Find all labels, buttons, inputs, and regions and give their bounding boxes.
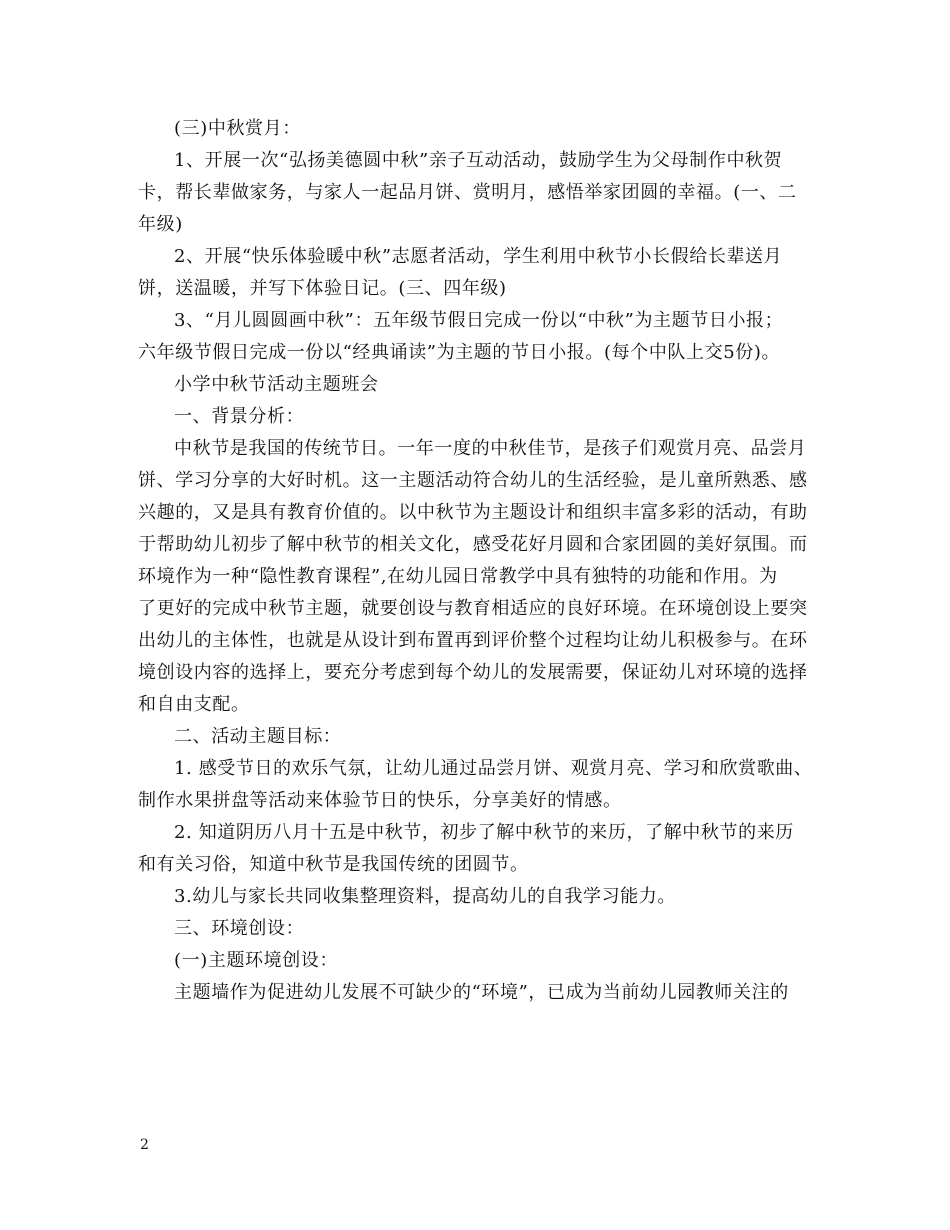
paragraph-line: 于帮助幼儿初步了解中秋节的相关文化，感受花好月圆和合家团圆的美好氛围。而 [138, 534, 808, 555]
paragraph-line: 和有关习俗，知道中秋节是我国传统的团圆节。 [138, 854, 529, 875]
paragraph-line: 2、开展“快乐体验暖中秋”志愿者活动，学生利用中秋节小长假给长辈送月 [174, 246, 783, 267]
page-number: 2 [140, 1137, 149, 1153]
document-body [138, 113, 814, 1009]
paragraph-line: 饼，送温暖，并写下体验日记。(三、四年级) [138, 278, 507, 299]
paragraph-line: 饼、学习分享的大好时机。这一主题活动符合幼儿的生活经验，是儿童所熟悉、感 [138, 470, 808, 491]
section-heading-environment: 三、环境创设： [174, 918, 305, 939]
paragraph-line: 出幼儿的主体性，也就是从设计到布置再到评价整个过程均让幼儿积极参与。在环 [138, 630, 808, 651]
paragraph-line: 3.幼儿与家长共同收集整理资料，提高幼儿的自我学习能力。 [174, 886, 676, 907]
section-heading-mid-autumn-moon: (三)中秋赏月： [174, 118, 301, 139]
paragraph-line: 了更好的完成中秋节主题，就要创设与教育相适应的良好环境。在环境创设上要突 [138, 598, 808, 619]
paragraph-line: 卡，帮长辈做家务，与家人一起品月饼、赏明月，感悟举家团圆的幸福。(一、二 [138, 182, 797, 203]
paragraph-line: 和自由支配。 [138, 694, 250, 715]
paragraph-line: 2. 知道阴历八月十五是中秋节，初步了解中秋节的来历，了解中秋节的来历 [174, 822, 794, 843]
paragraph-line: 3、“月儿圆圆画中秋”：五年级节假日完成一份以“中秋”为主题节日小报； [174, 310, 784, 331]
paragraph-line: 兴趣的，又是具有教育价值的。以中秋节为主题设计和组织丰富多彩的活动，有助 [138, 502, 808, 523]
paragraph-line: 年级) [138, 214, 183, 235]
paragraph-line: 主题墙作为促进幼儿发展不可缺少的“环境”，已成为当前幼儿园教师关注的 [174, 982, 789, 1003]
paragraph-line: 境创设内容的选择上，要充分考虑到每个幼儿的发展需要，保证幼儿对环境的选择 [138, 662, 808, 683]
paragraph-line: 制作水果拼盘等活动来体验节日的快乐，分享美好的情感。 [138, 790, 622, 811]
paragraph-line: 六年级节假日完成一份以“经典诵读”为主题的节日小报。(每个中队上交5份)。 [138, 342, 781, 363]
section-heading-goals: 二、活动主题目标： [174, 726, 342, 747]
paragraph-line: 环境作为一种“隐性教育课程”,在幼儿园日常教学中具有独特的功能和作用。为 [138, 566, 778, 587]
section-heading-background: 一、背景分析： [174, 406, 305, 427]
document-subtitle: 小学中秋节活动主题班会 [174, 374, 379, 395]
paragraph-line: 1. 感受节日的欢乐气氛，让幼儿通过品尝月饼、观赏月亮、学习和欣赏歌曲、 [174, 758, 813, 779]
paragraph-line: 中秋节是我国的传统节日。一年一度的中秋佳节，是孩子们观赏月亮、品尝月 [174, 438, 807, 459]
paragraph-line: 1、开展一次“弘扬美德圆中秋”亲子互动活动，鼓励学生为父母制作中秋贺 [174, 150, 783, 171]
subsection-heading-theme-environment: (一)主题环境创设： [174, 950, 339, 971]
